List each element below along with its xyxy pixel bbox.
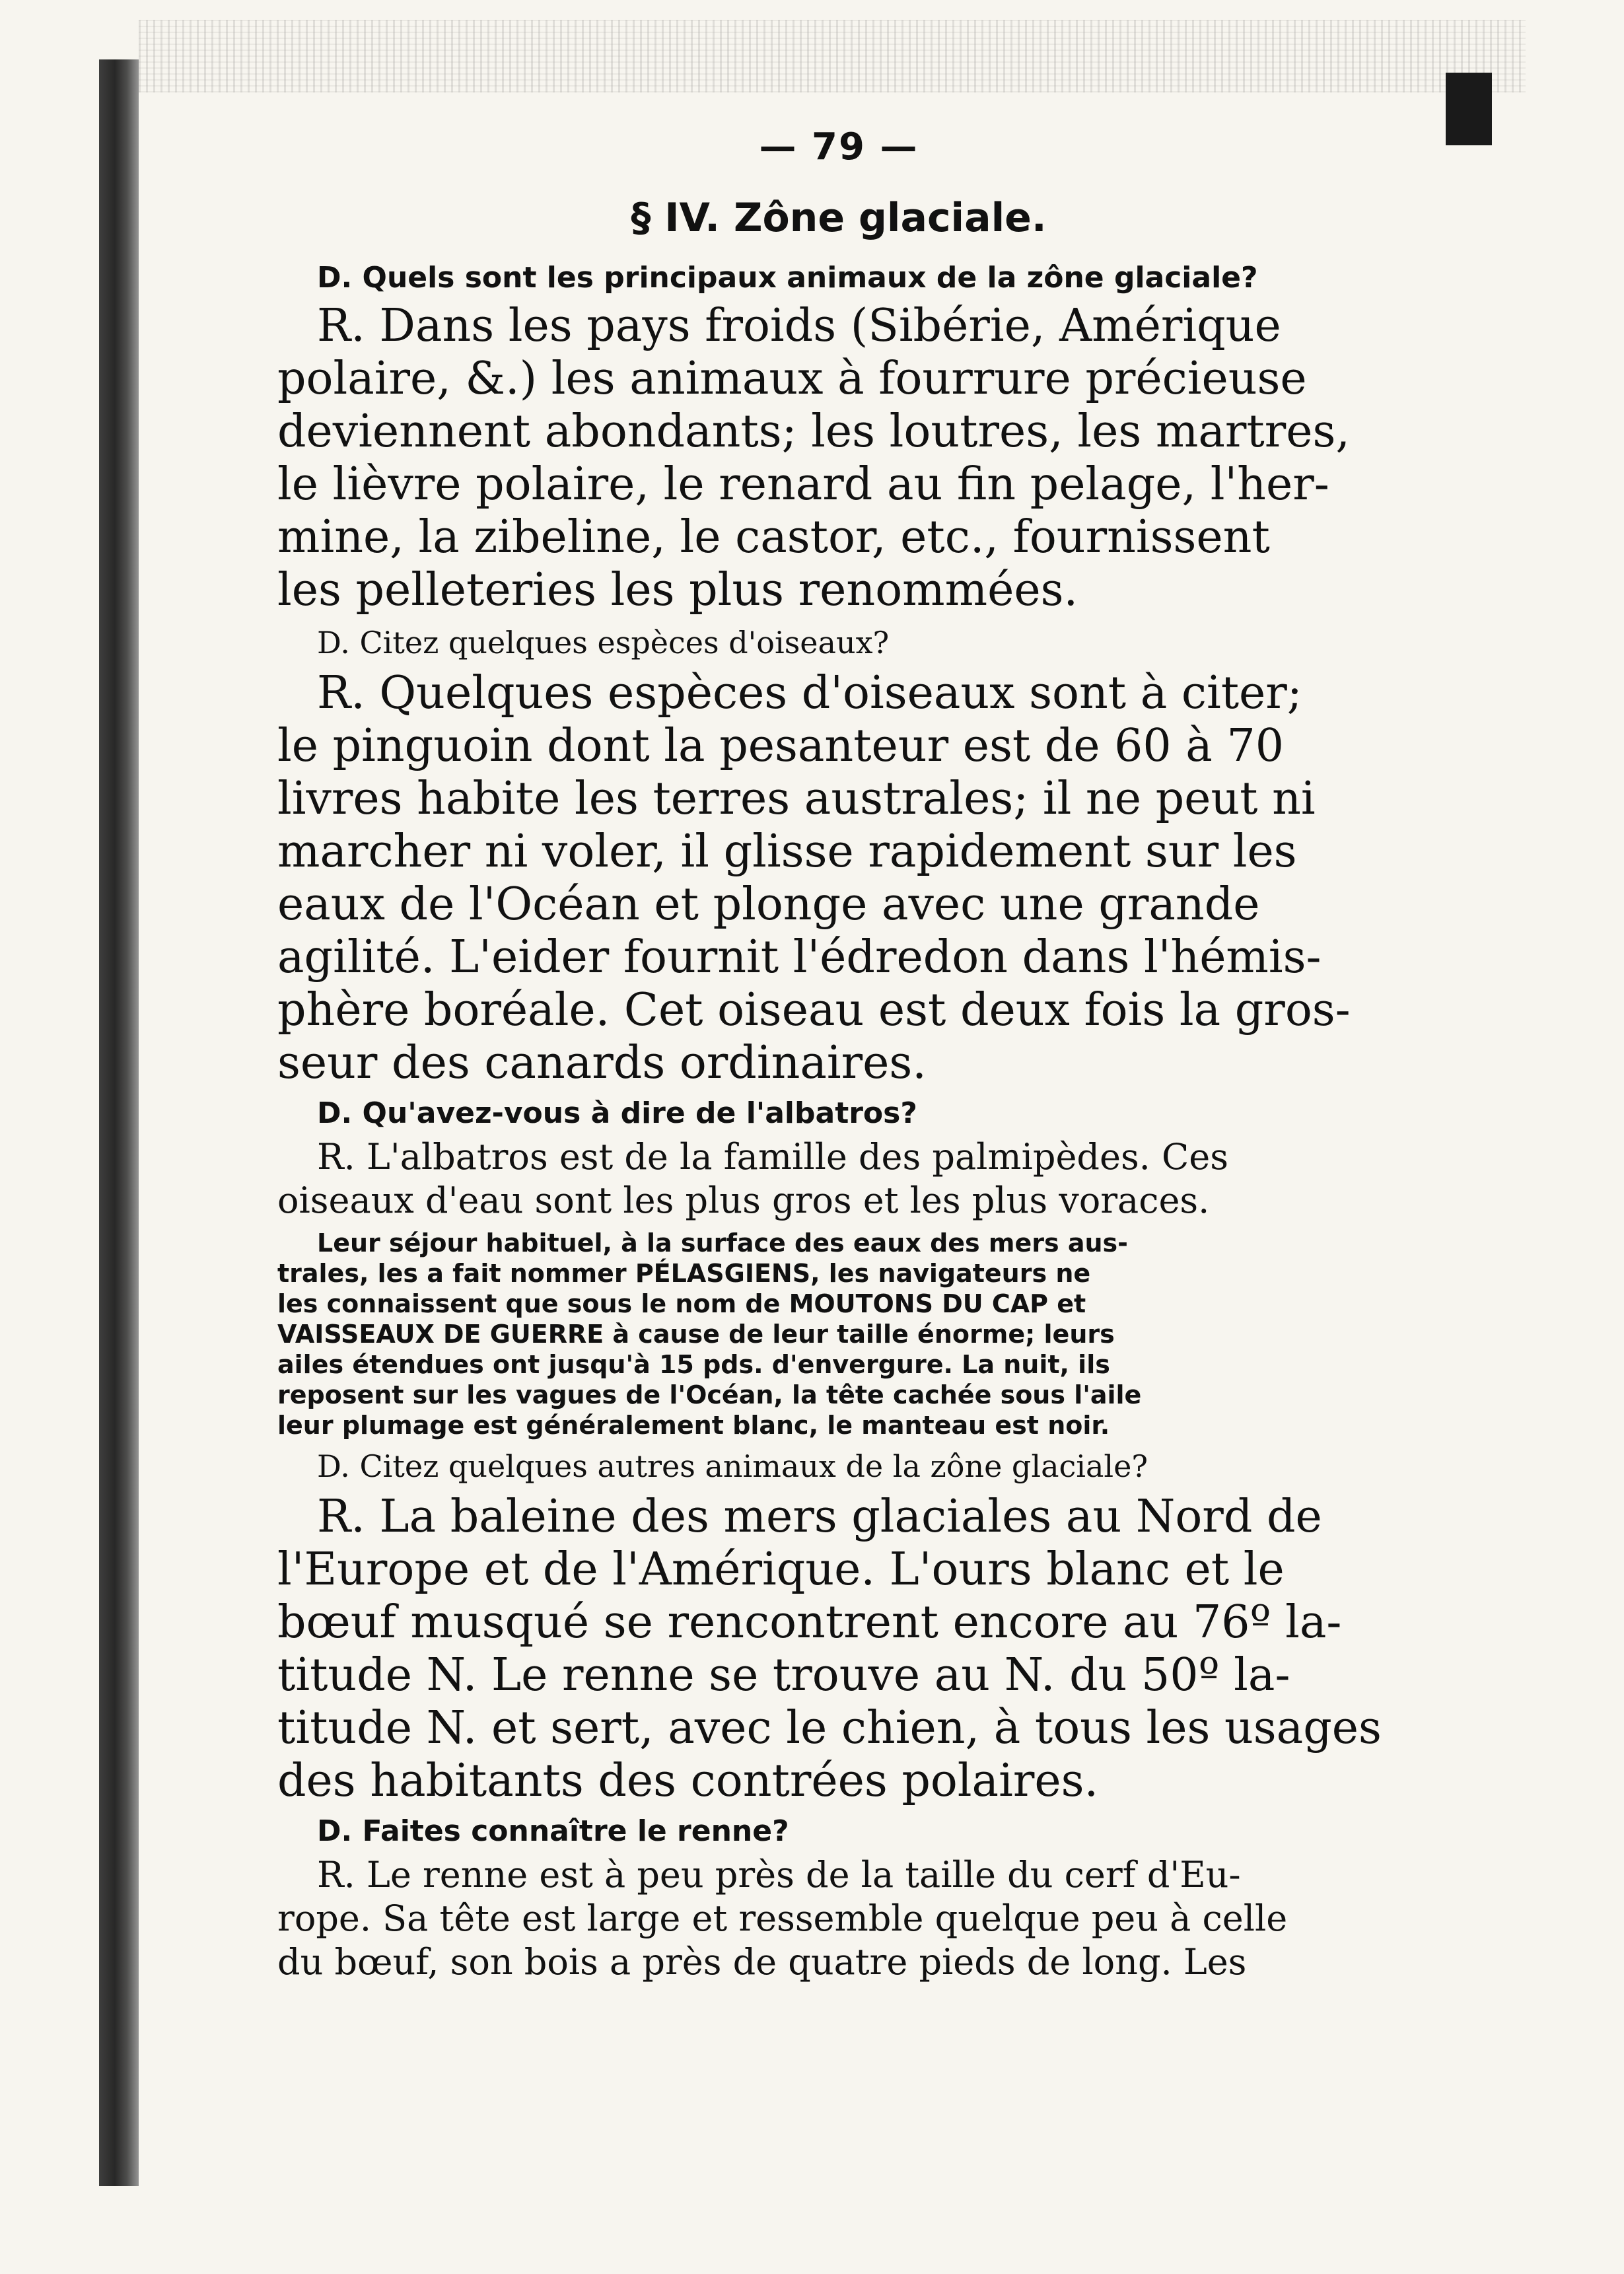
answer-line: oiseaux d'eau sont les plus gros et les plus voraces. bbox=[277, 1180, 1210, 1221]
answer-5 bbox=[277, 1853, 1400, 1984]
note-line: VAISSEAUX DE GUERRE à cause de leur taille énorme; leurs bbox=[277, 1320, 1115, 1349]
note-line: Leur séjour habituel, à la surface des eaux des mers aus- bbox=[317, 1228, 1128, 1258]
answer-line: des habitants des contrées polaires. bbox=[277, 1755, 1099, 1807]
answer-line: rope. Sa tête est large et ressemble quelque peu à celle bbox=[277, 1898, 1288, 1939]
note-line: reposent sur les vagues de l'Océan, la tête cachée sous l'aile bbox=[277, 1380, 1142, 1409]
answer-line: marcher ni voler, il glisse rapidement sur les bbox=[277, 826, 1297, 878]
answer-line: titude N. et sert, avec le chien, à tous les usages bbox=[277, 1702, 1382, 1754]
answer-line: R. Dans les pays froids (Sibérie, Amérique bbox=[317, 300, 1281, 352]
answer-line: livres habite les terres australes; il ne peut ni bbox=[277, 773, 1316, 825]
note-line: trales, les a fait nommer PÉLASGIENS, les navigateurs ne bbox=[277, 1259, 1091, 1288]
answer-line: le lièvre polaire, le renard au fin pelage, l'her- bbox=[277, 458, 1329, 511]
answer-3 bbox=[277, 1135, 1400, 1223]
answer-line: du bœuf, son bois a près de quatre pieds de long. Les bbox=[277, 1941, 1247, 1983]
answer-1 bbox=[277, 300, 1400, 617]
answer-line: agilité. L'eider fournit l'édredon dans l'hémis- bbox=[277, 931, 1322, 983]
answer-2 bbox=[277, 667, 1400, 1090]
note-line: leur plumage est généralement blanc, le manteau est noir. bbox=[277, 1411, 1110, 1440]
question-3: D. Qu'avez-vous à dire de l'albatros? bbox=[317, 1096, 917, 1130]
binding-shadow bbox=[99, 59, 139, 2186]
answer-line: titude N. Le renne se trouve au N. du 50º la- bbox=[277, 1649, 1290, 1701]
answer-line: l'Europe et de l'Amérique. L'ours blanc et le bbox=[277, 1544, 1285, 1596]
note-line: les connaissent que sous le nom de MOUTONS DU CAP et bbox=[277, 1289, 1086, 1318]
answer-4 bbox=[277, 1491, 1400, 1808]
question-4: D. Citez quelques autres animaux de la zône glaciale? bbox=[317, 1448, 1148, 1484]
answer-line: le pinguoin dont la pesanteur est de 60 à 70 bbox=[277, 720, 1284, 772]
answer-line: polaire, &.) les animaux à fourrure précieuse bbox=[277, 353, 1307, 405]
text-block bbox=[277, 99, 1400, 1989]
page-number: — 79 — bbox=[759, 125, 919, 168]
answer-line: R. L'albatros est de la famille des palmipèdes. Ces bbox=[317, 1136, 1228, 1178]
answer-line: bœuf musqué se rencontrent encore au 76º la- bbox=[277, 1596, 1342, 1649]
answer-line: eaux de l'Océan et plonge avec une grande bbox=[277, 878, 1260, 931]
answer-line: mine, la zibeline, le castor, etc., fournissent bbox=[277, 511, 1270, 563]
answer-line: deviennent abondants; les loutres, les martres, bbox=[277, 406, 1350, 458]
question-5: D. Faites connaître le renne? bbox=[317, 1814, 789, 1848]
answer-line: seur des canards ordinaires. bbox=[277, 1037, 927, 1089]
albatros-note bbox=[277, 1228, 1400, 1440]
answer-line: R. La baleine des mers glaciales au Nord de bbox=[317, 1491, 1322, 1543]
question-2: D. Citez quelques espèces d'oiseaux? bbox=[317, 625, 890, 660]
question-1: D. Quels sont les principaux animaux de la zône glaciale? bbox=[317, 261, 1258, 295]
answer-line: les pelleteries les plus renommées. bbox=[277, 564, 1078, 616]
corner-mark bbox=[1446, 73, 1492, 145]
answer-line: R. Quelques espèces d'oiseaux sont à citer; bbox=[317, 667, 1302, 719]
note-line: ailes étendues ont jusqu'à 15 pds. d'envergure. La nuit, ils bbox=[277, 1350, 1110, 1379]
scan-noise bbox=[139, 20, 1526, 92]
answer-line: phère boréale. Cet oiseau est deux fois la gros- bbox=[277, 984, 1351, 1036]
answer-line: R. Le renne est à peu près de la taille du cerf d'Eu- bbox=[317, 1854, 1241, 1896]
section-title: § IV. Zône glaciale. bbox=[631, 195, 1047, 241]
